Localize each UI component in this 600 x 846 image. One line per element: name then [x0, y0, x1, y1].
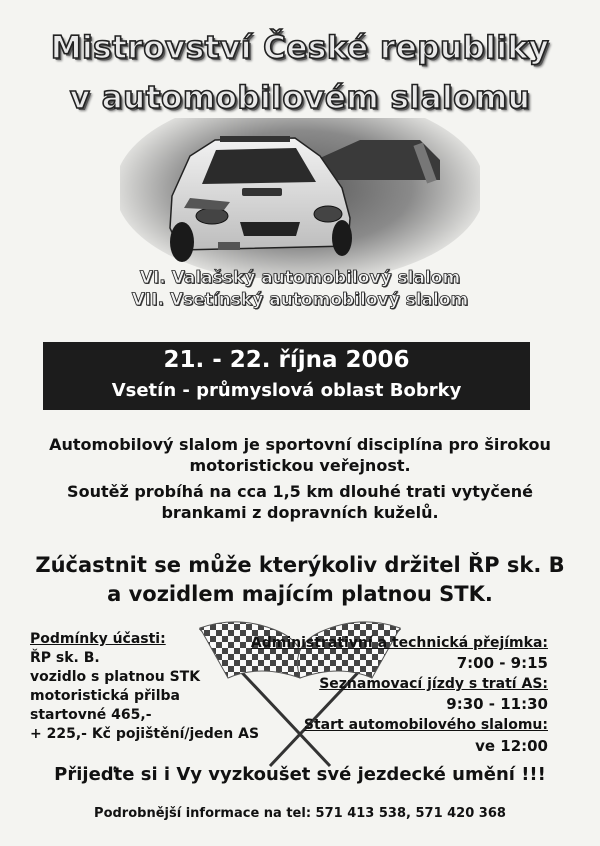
- description-line-2: motoristickou veřejnost.: [189, 456, 411, 475]
- event-date: 21. - 22. října 2006: [163, 347, 410, 373]
- subtitle-line-1: VI. Valašský automobilový slalom: [139, 268, 461, 288]
- schedule-time: 7:00 - 9:15: [456, 654, 548, 672]
- schedule-label: Start automobilového slalomu:: [303, 717, 548, 733]
- condition-item: startovné 465,-: [30, 707, 152, 723]
- conditions-heading: Podmínky účasti:: [30, 631, 166, 647]
- description-line-4: brankami z dopravních kuželů.: [161, 503, 439, 522]
- description-line-3: Soutěž probíhá na cca 1,5 km dlouhé trati vytyčené: [67, 482, 533, 501]
- subtitle-line-2: VII. Vsetínský automobilový slalom: [131, 290, 469, 310]
- description-line-1: Automobilový slalom je sportovní disciplína pro širokou: [49, 435, 551, 454]
- condition-item: ŘP sk. B.: [30, 650, 100, 666]
- date-band: [43, 342, 530, 410]
- schedule-label: Seznamovací jízdy s tratí AS:: [319, 676, 548, 692]
- schedule-time: 9:30 - 11:30: [446, 695, 548, 713]
- schedule-label: Administrativní a technická přejímka:: [250, 635, 548, 651]
- title-line-2: v automobilovém slalomu: [69, 80, 531, 116]
- call-to-action: Přijeďte si i Vy vyzkoušet své jezdecké umění !!!: [54, 764, 546, 785]
- contact-info: Podrobnější informace na tel: 571 413 538, 571 420 368: [94, 806, 506, 821]
- condition-item: + 225,- Kč pojištění/jeden AS: [30, 726, 260, 742]
- eligibility-line-2: a vozidlem majícím platnou STK.: [107, 582, 493, 606]
- condition-item: motoristická přilba: [30, 688, 180, 704]
- title-line-1: Mistrovství České republiky: [50, 30, 550, 66]
- schedule-time: ve 12:00: [475, 737, 548, 755]
- eligibility-line-1: Zúčastnit se může kterýkoliv držitel ŘP sk. B: [35, 553, 565, 577]
- rally-car-photo: [120, 118, 480, 278]
- event-place: Vsetín - průmyslová oblast Bobrky: [111, 380, 462, 401]
- condition-item: vozidlo s platnou STK: [30, 669, 201, 685]
